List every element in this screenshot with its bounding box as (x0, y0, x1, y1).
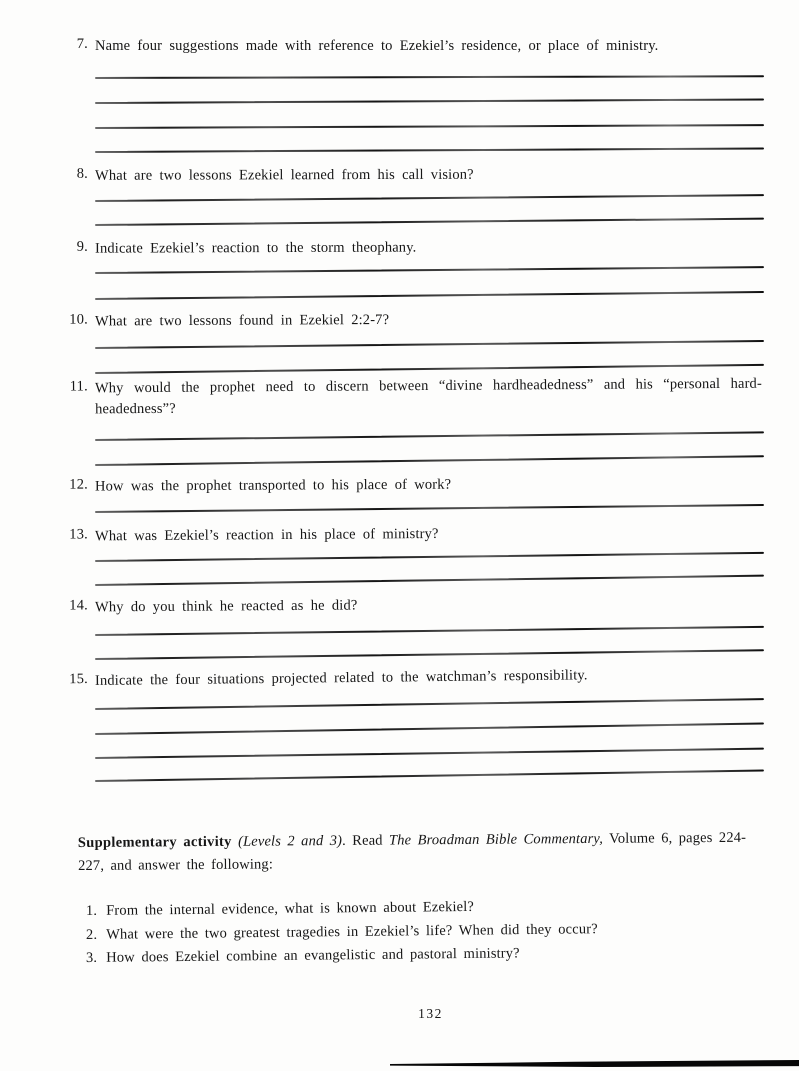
question-text (95, 374, 762, 421)
item-number: 3. (85, 949, 98, 966)
answer-line (95, 75, 764, 79)
question-text: Indicate Ezekiel’s reaction to the storm theophany. (94, 239, 417, 257)
question-text: What are two lessons found in Ezekiel 2:2-7? (94, 311, 390, 330)
answer-line (95, 124, 764, 129)
supplementary-heading-bold: Supplementary activity (77, 833, 232, 852)
item-text: From the internal evidence, what is known about Ezekiel? (106, 898, 475, 919)
answer-line (95, 722, 764, 735)
answer-line (95, 575, 764, 586)
answer-line (95, 364, 764, 374)
answer-line (95, 504, 764, 513)
supplementary-heading-italic: (Levels 2 and 3) (231, 832, 343, 850)
supplementary-section (78, 827, 768, 878)
question-number: 7. (76, 36, 88, 52)
page-number: 132 (418, 1006, 443, 1021)
answer-line (95, 340, 764, 349)
question-number: 15. (69, 671, 89, 688)
question-number: 11. (69, 378, 88, 395)
question-text: Why do you think he reacted as he did? (94, 597, 358, 616)
question-number: 13. (69, 526, 89, 543)
supplementary-item-2 (86, 919, 766, 944)
item-text: What were the two greatest tragedies in Ezekiel’s life? When did they occur? (106, 921, 598, 943)
scan-artifact-bar (390, 1060, 799, 1067)
question-number: 9. (76, 238, 89, 255)
supplementary-item-3 (86, 943, 766, 967)
question-10 (0, 308, 762, 333)
answer-line (95, 748, 764, 759)
question-number: 8. (76, 165, 89, 182)
answer-line (95, 769, 764, 782)
question-number: 10. (69, 311, 89, 328)
question-text-line-1: Why would the prophet need to discern between “divine hardheadedness” and his “personal hard- (94, 375, 762, 397)
item-text: How does Ezekiel combine an evangelistic and pastoral ministry? (106, 945, 520, 966)
answer-line (95, 266, 764, 274)
question-15 (0, 663, 762, 693)
answer-line (95, 552, 764, 562)
question-number: 12. (69, 476, 89, 493)
supplementary-heading (78, 830, 746, 874)
answer-line (95, 291, 764, 300)
supplementary-book-title: The Broadman Bible Commentary, (388, 830, 604, 849)
question-number: 14. (69, 597, 89, 614)
supplementary-item-1 (86, 896, 766, 920)
question-11 (0, 374, 762, 421)
question-13 (0, 522, 762, 548)
answer-line (95, 147, 764, 153)
supplementary-heading-mid: . Read (342, 832, 390, 849)
answer-line (95, 431, 764, 441)
question-text: What are two lessons Ezekiel learned from his call vision? (94, 166, 474, 184)
answer-line (95, 194, 764, 202)
question-text: What was Ezekiel’s reaction in his place of ministry? (94, 525, 439, 545)
supplementary-heading-tail: Volume 6, pages 224-227, and answer the following: (78, 829, 747, 874)
answer-line (95, 649, 764, 660)
answer-line (95, 98, 764, 104)
answer-line (95, 626, 764, 636)
question-text-line-2: headedness”? (95, 400, 176, 418)
question-9 (0, 236, 762, 260)
question-8 (0, 164, 762, 187)
question-text: Indicate the four situations projected related to the watchman’s responsibility. (94, 667, 588, 689)
question-12 (0, 473, 762, 498)
question-14 (0, 593, 762, 619)
answer-line (95, 455, 764, 466)
answer-line (95, 218, 764, 226)
item-number: 1. (85, 902, 98, 919)
question-7 (0, 36, 762, 57)
question-text: How was the prophet transported to his place of work? (94, 476, 452, 495)
question-text: Name four suggestions made with reference to Ezekiel’s residence, or place of ministry. (95, 38, 659, 54)
answer-line (95, 698, 764, 710)
item-number: 2. (85, 926, 98, 943)
